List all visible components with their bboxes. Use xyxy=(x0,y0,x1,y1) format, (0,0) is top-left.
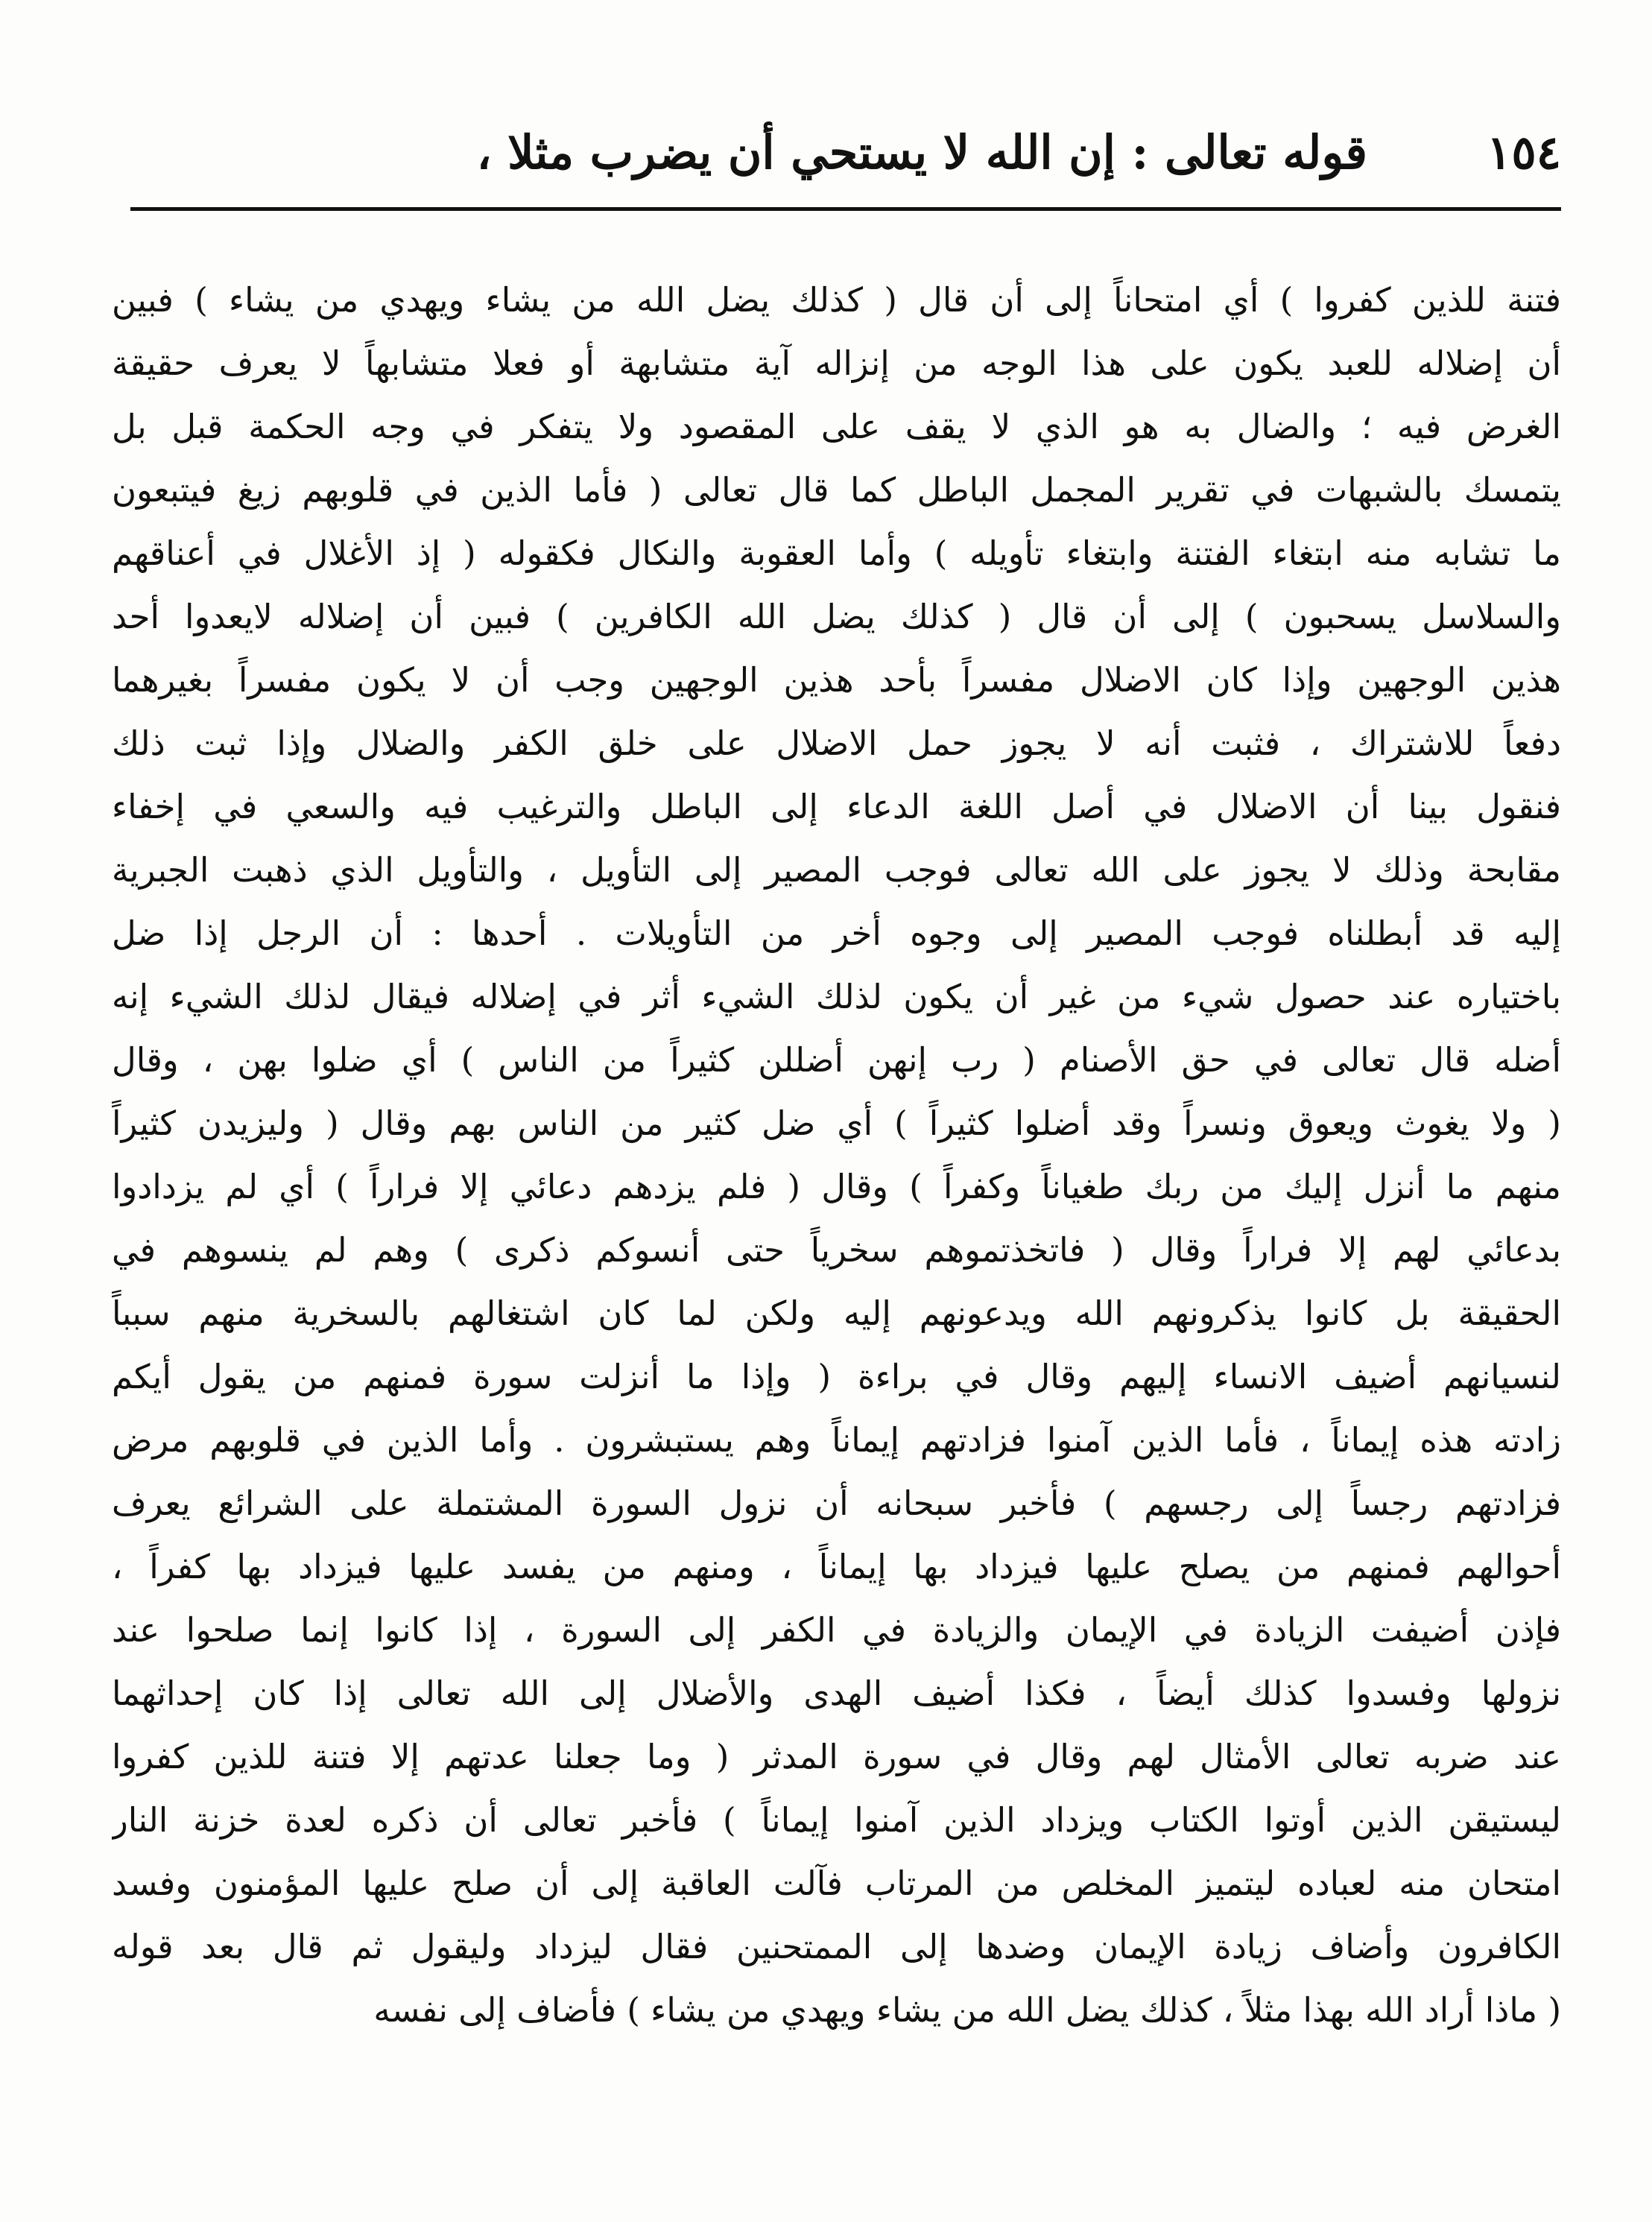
text-line: ( ولا يغوث ويعوق ونسراً وقد أضلوا كثيراً ) أي ضل كثير من الناس بهم وقال ( وليزيدن كثيراً xyxy=(112,1104,1561,1143)
text-line: ليستيقن الذين أوتوا الكتاب ويزداد الذين آمنوا إيماناً ) فأخبر تعالى أن ذكره لعدة خزنة النار xyxy=(112,1800,1561,1840)
text-line: ( ماذا أراد الله بهذا مثلاً ، كذلك يضل الله من يشاء ويهدي من يشاء ) فأضاف إلى نفسه xyxy=(373,1990,1561,2030)
text-line: نزولها وفسدوا كذلك أيضاً ، فكذا أضيف الهدى والأضلال إلى الله تعالى إذا كان إحداثهما xyxy=(112,1674,1561,1713)
text-line: فنقول بينا أن الاضلال في أصل اللغة الدعاء إلى الباطل والترغيب فيه والسعي في إخفاء xyxy=(112,787,1561,826)
text-line: أضله قال تعالى في حق الأصنام ( رب إنهن أضللن كثيراً من الناس ) أي ضلوا بهن ، وقال xyxy=(112,1040,1561,1080)
text-line: أحوالهم فمنهم من يصلح عليها فيزداد بها إيماناً ، ومنهم من يفسد عليها فيزداد بها كفراً ، xyxy=(112,1547,1561,1586)
text-line: فزادتهم رجساً إلى رجسهم ) فأخبر سبحانه أن نزول السورة المشتملة على الشرائع يعرف xyxy=(112,1484,1561,1523)
text-line: مقابحة وذلك لا يجوز على الله تعالى فوجب المصير إلى التأويل ، والتأويل الذي ذهبت الجبرية xyxy=(112,850,1561,890)
body-text xyxy=(112,268,1561,2042)
text-line: والسلاسل يسحبون ) إلى أن قال ( كذلك يضل الله الكافرين ) فبين أن إضلاله لايعدوا أحد xyxy=(112,597,1561,636)
text-line: فتنة للذين كفروا ) أي امتحاناً إلى أن قال ( كذلك يضل الله من يشاء ويهدي من يشاء ) فبين xyxy=(112,280,1561,320)
text-line: الحقيقة بل كانوا يذكرونهم الله ويدعونهم إليه ولكن لما كان اشتغالهم بالسخرية منهم سبباً xyxy=(112,1294,1561,1333)
text-line: باختياره عند حصول شيء من غير أن يكون لذلك الشيء أثر في إضلاله فيقال لذلك الشيء إنه xyxy=(112,977,1561,1016)
page-number: ١٥٤ xyxy=(1487,125,1561,180)
text-line: أن إضلاله للعبد يكون على هذا الوجه من إنزاله آية متشابهة أو فعلا متشابهاً لا يعرف حقيقة xyxy=(112,344,1561,383)
text-line: منهم ما أنزل إليك من ربك طغياناً وكفراً ) وقال ( فلم يزدهم دعائي إلا فراراً ) أي لم يزدادوا xyxy=(112,1167,1561,1206)
header-rule xyxy=(130,207,1561,211)
text-line: يتمسك بالشبهات في تقرير المجمل الباطل كما قال تعالى ( فأما الذين في قلوبهم زيغ فيتبعون xyxy=(112,470,1561,510)
text-line: هذين الوجهين وإذا كان الاضلال مفسراً بأحد هذين الوجهين وجب أن لا يكون مفسراً بغيرهما xyxy=(112,660,1561,700)
text-line: الغرض فيه ؛ والضال به هو الذي لا يقف على المقصود ولا يتفكر في وجه الحكمة قبل بل xyxy=(112,407,1561,446)
text-line: دفعاً للاشتراك ، فثبت أنه لا يجوز حمل الاضلال على خلق الكفر والضلال وإذا ثبت ذلك xyxy=(112,724,1561,763)
text-line: زادته هذه إيماناً ، فأما الذين آمنوا فزادتهم إيماناً وهم يستبشرون . وأما الذين في قلوبهم مرض xyxy=(112,1420,1561,1460)
text-line: الكافرون وأضاف زيادة الإيمان وضدها إلى الممتحنين فقال ليزداد وليقول ثم قال بعد قوله xyxy=(112,1927,1561,1966)
page-header xyxy=(130,112,1561,194)
text-line: امتحان منه لعباده ليتميز المخلص من المرتاب فآلت العاقبة إلى أن صلح عليها المؤمنون وفسد xyxy=(112,1864,1561,1903)
running-head: قوله تعالى : إن الله لا يستحي أن يضرب مثلا ، xyxy=(476,125,1367,180)
text-line: ما تشابه منه ابتغاء الفتنة وابتغاء تأويله ) وأما العقوبة والنكال فكقوله ( إذ الأغلال في أعناقهم xyxy=(112,534,1561,573)
text-line: لنسيانهم أضيف الانساء إليهم وقال في براءة ( وإذا ما أنزلت سورة فمنهم من يقول أيكم xyxy=(112,1357,1561,1396)
text-line: إليه قد أبطلناه فوجب المصير إلى وجوه أخر من التأويلات . أحدها : أن الرجل إذا ضل xyxy=(112,914,1561,953)
text-line: بدعائي لهم إلا فراراً وقال ( فاتخذتموهم سخرياً حتى أنسوكم ذكرى ) وهم لم ينسوهم في xyxy=(112,1230,1561,1270)
text-line: عند ضربه تعالى الأمثال لهم وقال في سورة المدثر ( وما جعلنا عدتهم إلا فتنة للذين كفروا xyxy=(112,1737,1561,1776)
text-line: فإذن أضيفت الزيادة في الإيمان والزيادة في الكفر إلى السورة ، إذا كانوا إنما صلحوا عند xyxy=(112,1610,1561,1650)
